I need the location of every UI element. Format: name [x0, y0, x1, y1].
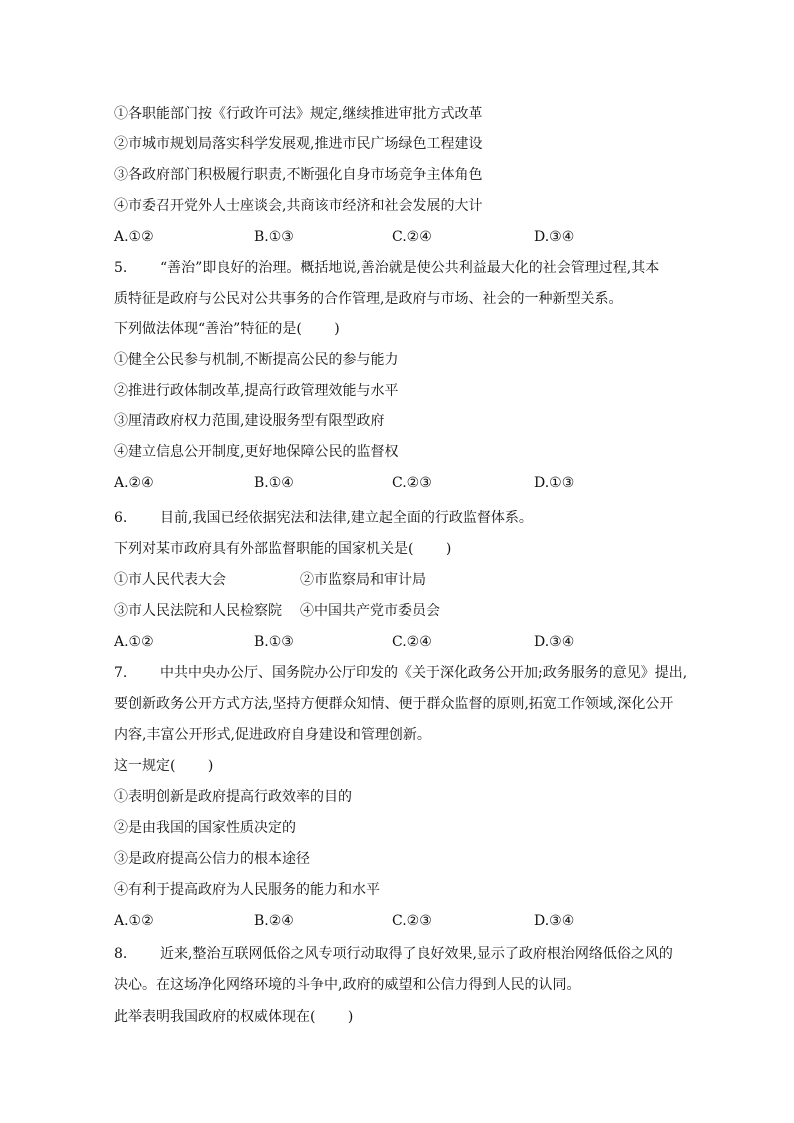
q5-option-a: A.②④ — [114, 475, 154, 491]
q4-option-c: C.②④ — [392, 229, 432, 245]
q5-item-2: ②推进行政体制改革,提高行政管理效能与水平 — [114, 383, 399, 399]
q6-option-c: C.②④ — [392, 634, 432, 650]
q6-item-4: ④中国共产党市委员会 — [300, 603, 440, 619]
q5-stem-text-1: “善治”即良好的治理。概括地说,善治就是使公共利益最大化的社会管理过程,其本 — [160, 260, 660, 276]
q7-stem-line-2: 要创新政务公开方式方法,坚持方便群众知情、便于群众监督的原则,拓宽工作领域,深化公开 — [114, 696, 674, 712]
q5-item-3: ③厘清政府权力范围,建设服务型有限型政府 — [114, 413, 385, 429]
q5-item-4: ④建立信息公开制度,更好地保障公民的监督权 — [114, 444, 399, 460]
q6-option-b: B.①③ — [254, 634, 294, 650]
q4-option-b: B.①③ — [254, 229, 294, 245]
q5-question: 下列做法体现“善治”特征的是( ) — [114, 321, 340, 337]
q7-option-a: A.①② — [114, 913, 154, 929]
q6-items-row-2 — [114, 601, 714, 621]
q7-item-4: ④有利于提高政府为人民服务的能力和水平 — [114, 882, 380, 898]
q6-item-1: ①市人民代表大会 — [114, 572, 226, 588]
q8-stem-line-1 — [114, 944, 673, 964]
q5-item-1: ①健全公民参与机制,不断提高公民的参与能力 — [114, 352, 399, 368]
q5-option-b: B.①④ — [254, 475, 294, 491]
q7-item-3: ③是政府提高公信力的根本途径 — [114, 851, 310, 867]
q7-stem-line-1 — [114, 663, 687, 683]
q4-options — [114, 227, 714, 247]
q7-item-2: ②是由我国的国家性质决定的 — [114, 820, 296, 836]
q4-option-a: A.①② — [114, 229, 154, 245]
q4-item-4: ④市委召开党外人士座谈会,共商该市经济和社会发展的大计 — [114, 198, 483, 214]
q4-item-3: ③各政府部门积极履行职责,不断强化自身市场竞争主体角色 — [114, 167, 483, 183]
q5-stem-line-2: 质特征是政府与公民对公共事务的合作管理,是政府与市场、社会的一种新型关系。 — [114, 291, 623, 307]
q6-question: 下列对某市政府具有外部监督职能的国家机关是( ) — [114, 541, 452, 557]
q7-options — [114, 911, 714, 931]
q5-stem-line-1 — [114, 258, 659, 278]
q6-stem-text: 目前,我国已经依据宪法和法律,建立起全面的行政监督体系。 — [160, 510, 533, 526]
q6-option-a: A.①② — [114, 634, 154, 650]
q7-stem-line-3: 内容,丰富公开形式,促进政府自身建设和管理创新。 — [114, 727, 431, 743]
q7-question: 这一规定( ) — [114, 758, 214, 774]
q6-options — [114, 632, 714, 652]
q6-option-d: D.③④ — [534, 634, 575, 650]
q4-item-2: ②市城市规划局落实科学发展观,推进市民广场绿色工程建设 — [114, 136, 483, 152]
q4-item-1: ①各职能部门按《行政许可法》规定,继续推进审批方式改革 — [114, 106, 483, 122]
q5-number: 5. — [114, 260, 128, 276]
q8-number: 8. — [114, 946, 128, 962]
q7-option-d: D.③④ — [534, 913, 575, 929]
q5-option-d: D.①③ — [534, 475, 575, 491]
q6-items-row-1 — [114, 570, 714, 590]
q8-stem-line-2: 决心。在这场净化网络环境的斗争中,政府的威望和公信力得到人民的认同。 — [114, 977, 581, 993]
q7-number: 7. — [114, 665, 128, 681]
q7-stem-text-1: 中共中央办公厅、国务院办公厅印发的《关于深化政务公开加;政务服务的意见》提出, — [160, 665, 688, 681]
q8-question: 此举表明我国政府的权威体现在( ) — [114, 1009, 354, 1025]
q8-stem-text-1: 近来,整治互联网低俗之风专项行动取得了良好效果,显示了政府根治网络低俗之风的 — [160, 946, 673, 962]
q5-option-c: C.②③ — [392, 475, 432, 491]
q4-option-d: D.③④ — [534, 229, 575, 245]
q6-stem — [114, 508, 533, 528]
q6-number: 6. — [114, 510, 128, 526]
q5-options — [114, 473, 714, 493]
q7-option-c: C.②③ — [392, 913, 432, 929]
q6-item-3: ③市人民法院和人民检察院 — [114, 603, 282, 619]
q6-item-2: ②市监察局和审计局 — [300, 572, 426, 588]
q7-item-1: ①表明创新是政府提高行政效率的目的 — [114, 789, 352, 805]
q7-option-b: B.②④ — [254, 913, 294, 929]
